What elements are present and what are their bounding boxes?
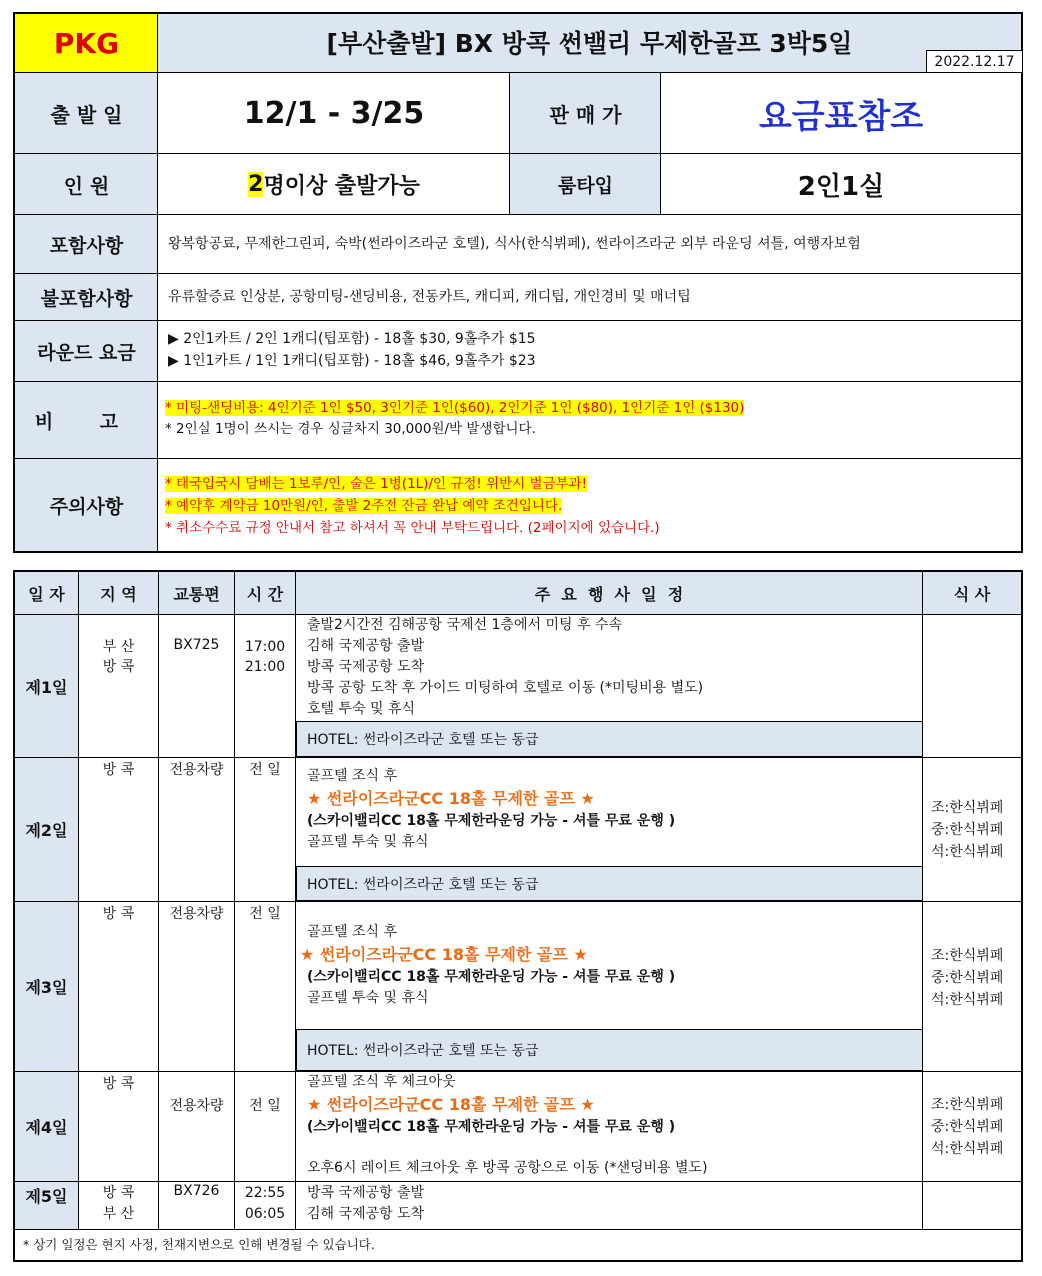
people-label: 인 원 xyxy=(15,154,158,214)
hotel-info: HOTEL: 썬라이즈라군 호텔 또는 동급 xyxy=(296,1029,923,1071)
itinerary-line: 출발2시간전 김해공항 국제선 1층에서 미팅 후 수속 xyxy=(307,617,622,633)
includes-value: 왕복항공료, 무제한그린피, 숙박(썬라이즈라군 호텔), 식사(한식뷔페), 썬라이즈라군 외부 라운딩 셔틀, 여행자보험 xyxy=(168,236,861,252)
region-cell: 방 콕 xyxy=(102,1076,135,1092)
time-cell: 전 일 xyxy=(249,762,281,778)
time-cell xyxy=(235,615,295,757)
remarks-meeting-fee: * 미팅-샌딩비용: 4인기준 1인 $50, 3인기준 1인($60), 2인기준 1인 ($80), 1인기준 1인 ($130) xyxy=(165,400,745,416)
itinerary-line: 방콕 공항 도착 후 가이드 미팅하여 호텔로 이동 (*미팅비용 별도) xyxy=(307,680,704,696)
day-label: 제1일 xyxy=(15,615,78,757)
col-header-itinerary: 주 요 행 사 일 정 xyxy=(296,572,922,614)
people-value xyxy=(158,154,510,214)
page-title: [부산출발] BX 방콕 썬밸리 무제한골프 3박5일 xyxy=(158,14,1021,72)
col-header-meal: 식 사 xyxy=(923,572,1021,614)
day-label: 제2일 xyxy=(15,758,78,901)
itinerary-cell xyxy=(296,902,922,1029)
golf-highlight: ★ 썬라이즈라군CC 18홀 무제한 골프 ★ xyxy=(307,789,595,808)
includes-label: 포함사항 xyxy=(15,215,158,273)
itinerary-cell xyxy=(296,1182,922,1229)
notice-cancellation: * 취소수수료 규정 안내서 참고 하셔서 꼭 안내 부탁드립니다. (2페이지에 있습니다.) xyxy=(165,520,660,536)
people-min-text: 명이상 출발가능 xyxy=(263,173,420,199)
schedule-footnote: * 상기 일정은 현지 사정, 천재지변으로 인해 변경될 수 있습니다. xyxy=(23,1237,375,1252)
time-cell xyxy=(235,1182,295,1229)
meal-cell xyxy=(923,902,1021,1071)
itinerary-line: 골프텔 조식 후 xyxy=(307,924,398,940)
region-name: 부 산 xyxy=(102,1206,135,1222)
region-name: 방 콕 xyxy=(102,1185,135,1201)
region-name: 부 산 xyxy=(102,639,135,655)
meal-item: 중:한식뷔페 xyxy=(931,970,1004,986)
col-header-transport: 교통편 xyxy=(159,572,234,614)
col-header-region: 지 역 xyxy=(79,572,158,614)
notice-customs: * 태국입국시 담배는 1보루/인, 술은 1병(1L)/인 규정! 위반시 벌금부과! xyxy=(165,476,588,492)
sky-valley-note: (스카이밸리CC 18홀 무제한라운딩 가능 - 셔틀 무료 운행 ) xyxy=(307,813,676,829)
meal-item: 조:한식뷔페 xyxy=(931,800,1004,816)
meal-item: 중:한식뷔페 xyxy=(931,822,1004,838)
time-value: 06:05 xyxy=(244,1206,286,1222)
price-label: 판 매 가 xyxy=(510,73,661,153)
notice-label: 주의사항 xyxy=(15,459,158,551)
itinerary-cell xyxy=(296,615,922,721)
region-cell xyxy=(79,615,158,757)
excludes-label: 불포함사항 xyxy=(15,274,158,320)
meal-cell xyxy=(923,1072,1021,1181)
itinerary-line: 김해 국제공항 출발 xyxy=(307,638,425,654)
time-value: 22:55 xyxy=(244,1185,286,1201)
departure-label: 출 발 일 xyxy=(15,73,158,153)
golf-highlight: ★ 썬라이즈라군CC 18홀 무제한 골프 ★ xyxy=(300,945,588,964)
time-value: 17:00 xyxy=(244,639,286,655)
sky-valley-note: (스카이밸리CC 18홀 무제한라운딩 가능 - 셔틀 무료 운행 ) xyxy=(307,1119,676,1135)
pkg-badge: PKG xyxy=(15,14,158,72)
remarks-label: 비 고 xyxy=(15,382,158,458)
time-cell: 전 일 xyxy=(249,906,281,922)
notice-deposit: * 예약후 계약금 10만원/인, 출발 2주전 잔금 완납 예약 조건입니다. xyxy=(165,498,563,514)
sky-valley-note: (스카이밸리CC 18홀 무제한라운딩 가능 - 셔틀 무료 운행 ) xyxy=(307,969,676,985)
time-value: 21:00 xyxy=(244,659,286,675)
day-label: 제4일 xyxy=(15,1072,78,1181)
round-fee-line: ▶ 1인1카트 / 1인 1캐디(팁포함) - 18홀 $46, 9홀추가 $23 xyxy=(168,353,536,369)
remarks-single-charge: * 2인실 1명이 쓰시는 경우 싱글차지 30,000원/박 발생합니다. xyxy=(165,421,536,437)
region-cell xyxy=(79,1182,158,1229)
room-label: 룸타입 xyxy=(510,154,661,214)
meal-item: 석:한식뷔페 xyxy=(931,844,1004,860)
itinerary-line: 호텔 투숙 및 휴식 xyxy=(307,701,416,717)
col-header-day: 일 자 xyxy=(15,572,78,614)
itinerary-cell xyxy=(296,1072,922,1181)
itinerary-line: 오후6시 레이트 체크아웃 후 방콕 공항으로 이동 (*샌딩비용 별도) xyxy=(307,1160,708,1176)
time-cell: 전 일 xyxy=(249,1098,281,1114)
people-min-count: 2 xyxy=(248,171,264,197)
departure-value: 12/1 - 3/25 xyxy=(243,95,425,131)
meal-item: 중:한식뷔페 xyxy=(931,1119,1004,1135)
day-label: 제3일 xyxy=(15,902,78,1071)
document-date: 2022.12.17 xyxy=(926,50,1022,72)
itinerary-line: 골프텔 조식 후 체크아웃 xyxy=(307,1074,456,1090)
itinerary-line: 골프텔 조식 후 xyxy=(307,768,398,784)
round-fee-label: 라운드 요금 xyxy=(15,321,158,381)
notice-value xyxy=(158,459,1021,551)
hotel-info: HOTEL: 썬라이즈라군 호텔 또는 동급 xyxy=(296,866,923,901)
region-name: 방 콕 xyxy=(102,659,135,675)
transport-cell: 전용차량 xyxy=(169,762,224,778)
region-cell: 방 콕 xyxy=(102,762,135,778)
transport-cell: 전용차량 xyxy=(169,1098,224,1114)
region-cell: 방 콕 xyxy=(102,906,135,922)
day-label: 제5일 xyxy=(15,1182,78,1229)
round-fee-line: ▶ 2인1카트 / 2인 1캐디(팁포함) - 18홀 $30, 9홀추가 $15 xyxy=(168,331,536,347)
meal-cell xyxy=(923,1182,1021,1229)
meal-item: 조:한식뷔페 xyxy=(931,1097,1004,1113)
meal-cell xyxy=(923,758,1021,901)
itinerary-cell xyxy=(296,758,922,866)
excludes-value: 유류할증료 인상분, 공항미팅-샌딩비용, 전동카트, 캐디피, 캐디팁, 개인경비 및 매너팁 xyxy=(168,289,691,305)
round-fee-value xyxy=(158,321,1021,381)
transport-cell: BX725 xyxy=(173,637,220,653)
transport-cell: BX726 xyxy=(173,1183,220,1199)
meal-item: 조:한식뷔페 xyxy=(931,948,1004,964)
transport-cell: 전용차량 xyxy=(169,906,224,922)
price-value: 요금표참조 xyxy=(758,96,924,137)
meal-cell xyxy=(923,615,1021,757)
hotel-info: HOTEL: 썬라이즈라군 호텔 또는 동급 xyxy=(296,721,923,757)
room-value: 2인1실 xyxy=(797,171,885,202)
golf-highlight: ★ 썬라이즈라군CC 18홀 무제한 골프 ★ xyxy=(307,1095,595,1114)
meal-item: 석:한식뷔페 xyxy=(931,1141,1004,1157)
itinerary-line: 방콕 국제공항 출발 xyxy=(307,1185,425,1201)
itinerary-line: 김해 국제공항 도착 xyxy=(307,1206,425,1222)
itinerary-line: 골프텔 투숙 및 휴식 xyxy=(307,990,429,1006)
col-header-time: 시 간 xyxy=(235,572,295,614)
itinerary-line: 방콕 국제공항 도착 xyxy=(307,659,425,675)
itinerary-line: 골프텔 투숙 및 휴식 xyxy=(307,834,429,850)
meal-item: 석:한식뷔페 xyxy=(931,992,1004,1008)
remarks-value xyxy=(158,382,1021,458)
